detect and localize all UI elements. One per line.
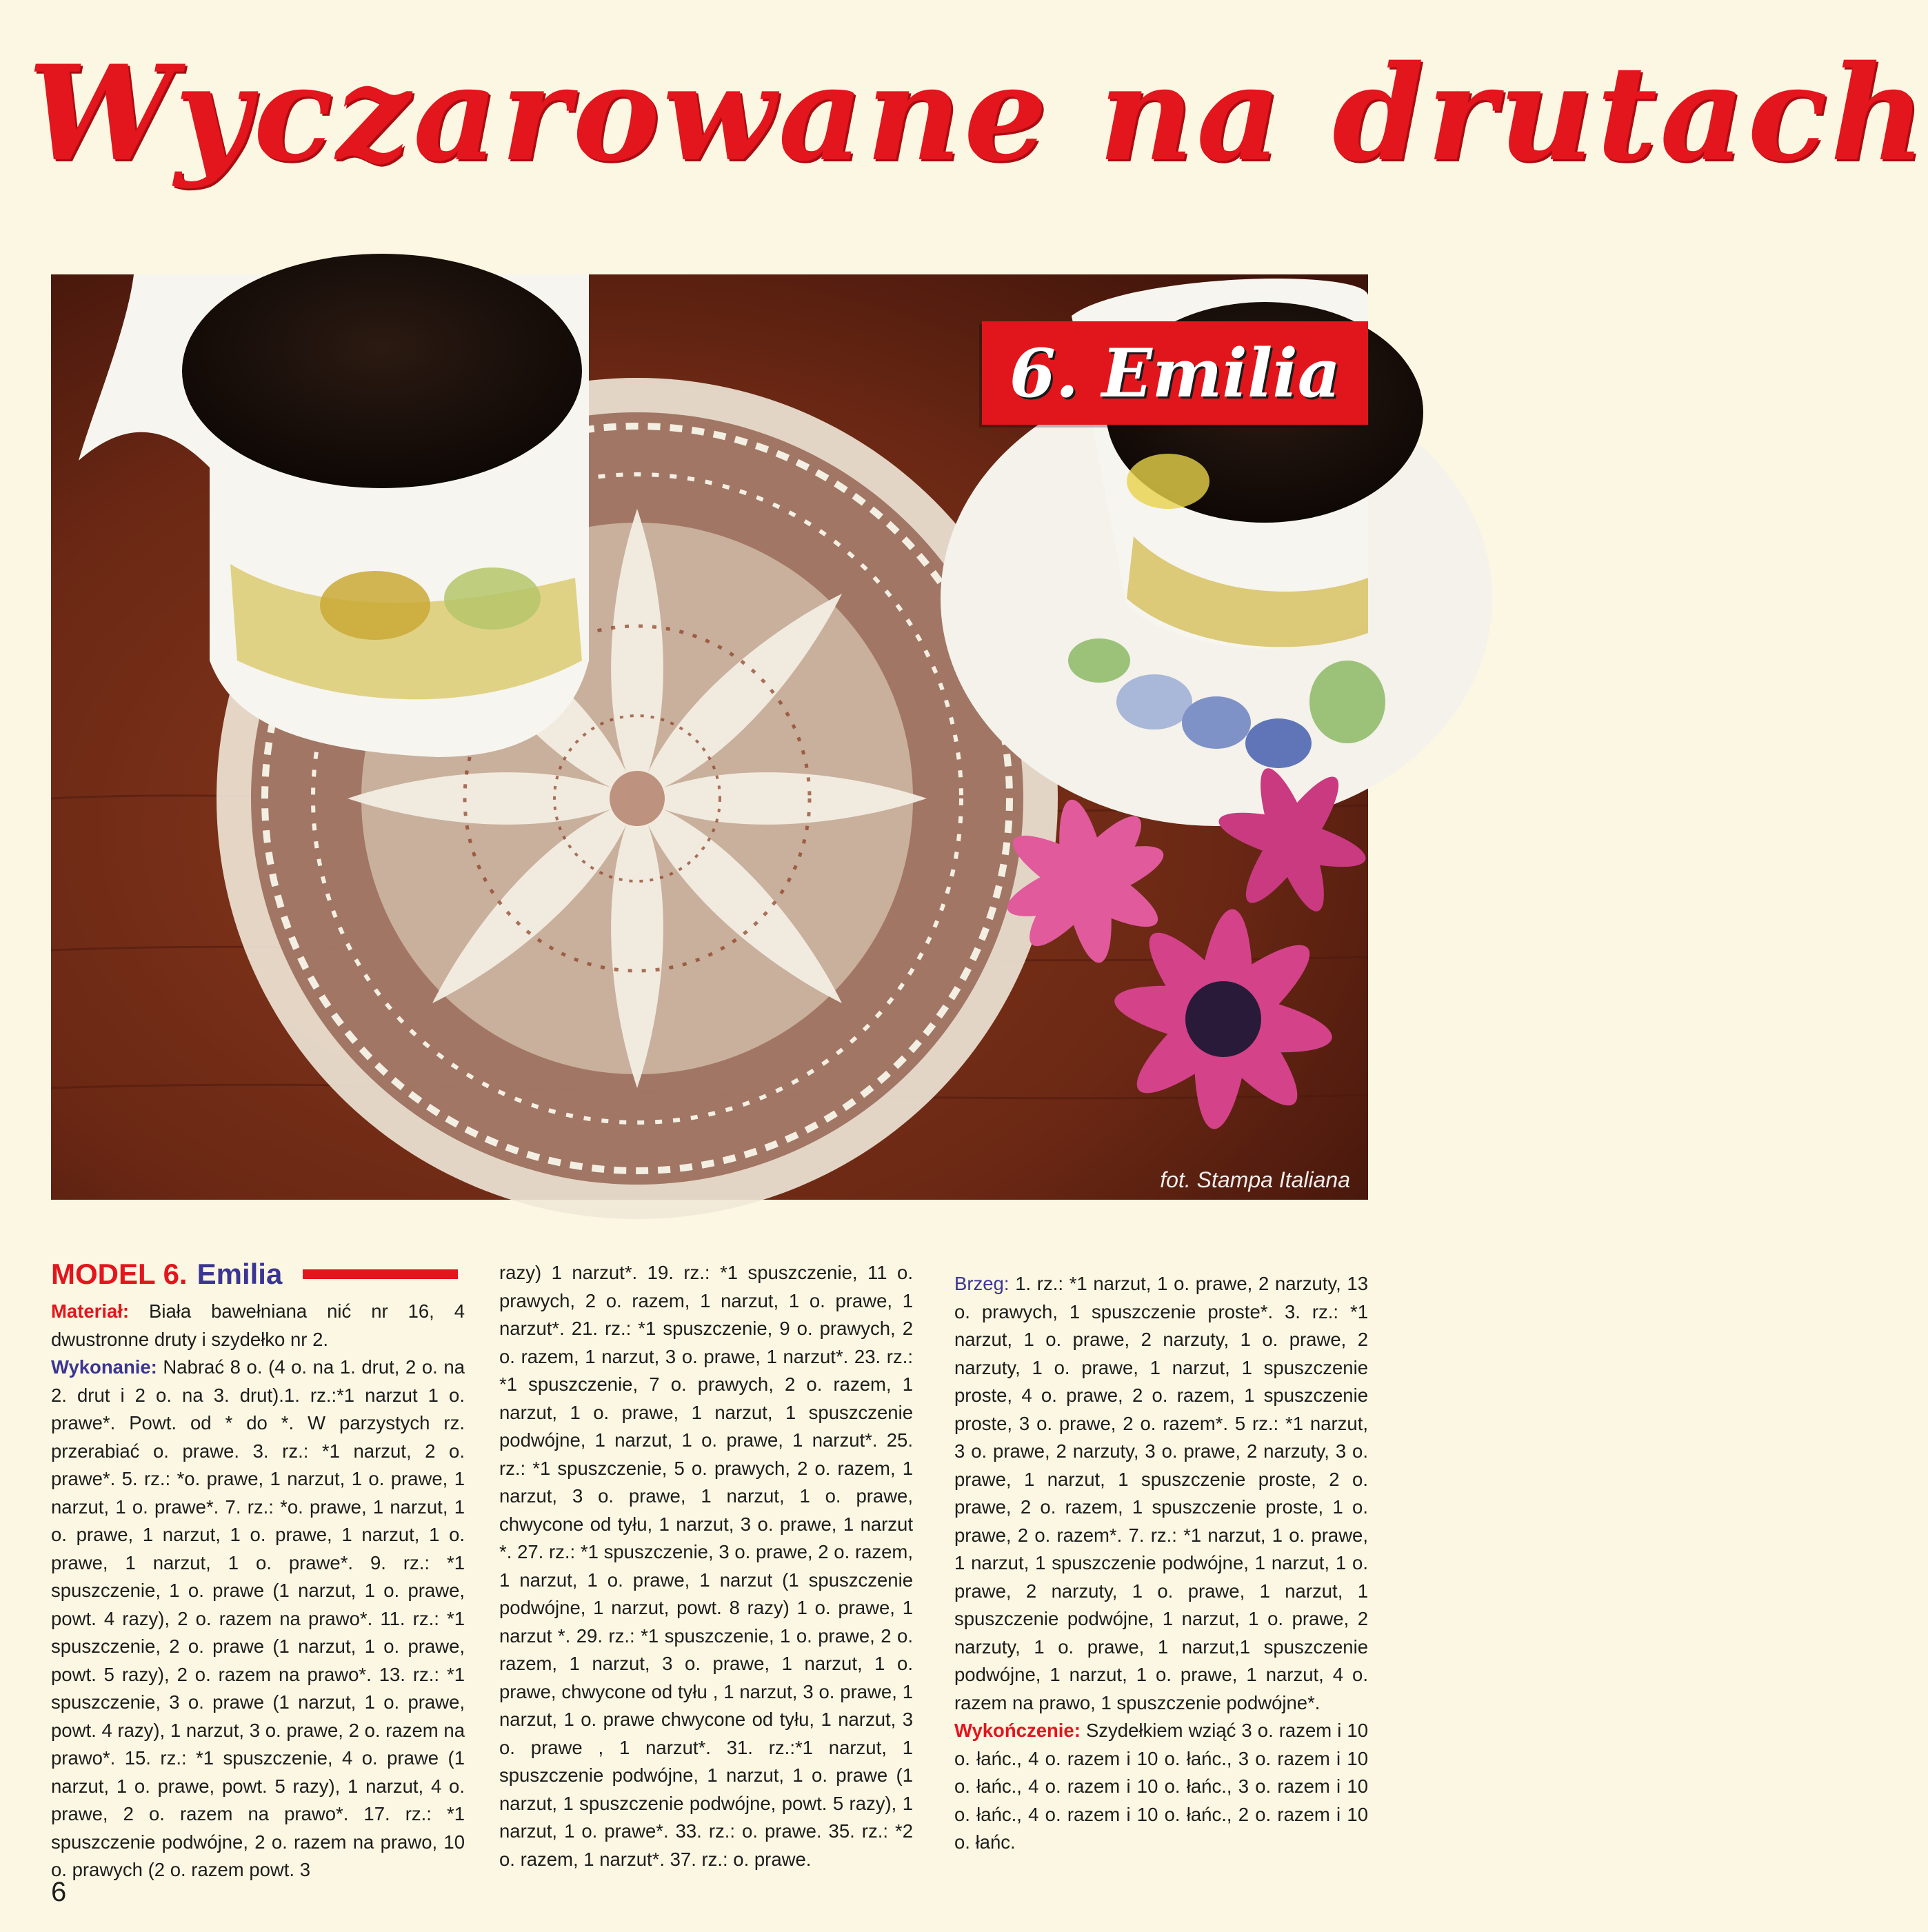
text-column-2 [499, 1259, 913, 1873]
execution-paragraph [51, 1354, 465, 1884]
model-prefix: MODEL 6. [51, 1258, 188, 1290]
edge-label: Brzeg: [954, 1273, 1010, 1294]
material-label: Materiał: [51, 1300, 130, 1322]
edge-text: 1. rz.: *1 narzut, 1 o. prawe, 2 narzuty, 13 o. prawych, 1 spuszczenie proste*. 3. rz.: *1 narzut, 1 o. prawe, 2 narzuty, 1 o. prawe, 2 narzuty, 1 o. prawe, 1 narzut, 1 spuszczenie proste, 4 o. prawe, 2 o. razem, 1 spuszczenie proste, 3 o. prawe, 2 o. razem*. 5 rz.: *1 narzut, 3 o. prawe, 2 narzuty, 3 o. prawe, 2 narzuty, 3 o. prawe, 1 narzut, 1 spuszczenie proste, 2 o. prawe, 2 o. razem, 1 spuszczenie proste, 1 o. prawe, 2 o. razem*. 7. rz.: *1 narzut, 1 o. prawe, 1 narzut, 1 spuszczenie podwójne, 1 narzut, 1 o. prawe, 2 narzuty, 1 o. prawe, 1 narzut, 1 spuszczenie podwójne, 1 narzut, 1 o. prawe, 2 narzuty, 1 o. prawe, 1 narzut,1 spuszczenie podwójne, 1 narzut, 1 o. prawe, 1 narzut, 4 o. razem na prawo, 1 spuszczenie podwójne*. [954, 1273, 1369, 1713]
doily-photo [51, 274, 1368, 1200]
execution-continued: razy) 1 narzut*. 19. rz.: *1 spuszczenie, 11 o. prawych, 2 o. razem, 1 narzut, 1 o. prawe, 1 narzut*. 21. rz.: *1 spuszczenie, 9 o. prawych, 2 o. razem, 1 narzut, 3 o. prawe, 1 narzut*. 23. rz.: *1 spuszczenie, 7 o. prawych, 2 o. razem, 1 narzut, 1 o. prawe, 1 narzut, 1 spuszczenie podwójne, 1 narzut, 1 o. prawe, 1 narzut*. 25. rz.: *1 spuszczenie, 5 o. prawych, 2 o. razem, 1 narzut, 3 o. prawe, 1 narzut, 1 o. prawe, chwycone od tyłu, 1 narzut, 3 o. prawe, 1 narzut *. 27. rz.: *1 spuszczenie, 3 o. prawe, 2 o. razem, 1 narzut, 1 o. prawe, 1 narzut (1 spuszczenie podwójne, 1 narzut, powt. 8 razy) 1 o. prawe, 1 narzut *. 29. rz.: *1 spuszczenie, 1 o. prawe, 2 o. razem, 1 narzut, 3 o. prawe, 1 narzut, 1 o. prawe, chwycone od tyłu , 1 narzut, 3 o. prawe, 1 narzut, 1 o. prawe chwycone od tyłu, 1 narzut, 3 o. prawe , 1 narzut*. 31. rz.:*1 narzut, 1 spuszczenie podwójne, 1 narzut, 1 o. prawe (1 narzut, 1 spuszczenie podwójne, powt. 5 razy), 1 narzut, 1 o. prawe*. 33. rz.: o. prawe. 35. rz.: *2 o. razem, 1 narzut*. 37. rz.: o. prawe. [499, 1262, 913, 1870]
model-title-badge [982, 321, 1368, 425]
finish-paragraph [954, 1717, 1368, 1857]
page-number: 6 [51, 1877, 67, 1907]
model-name: Emilia [197, 1258, 283, 1290]
model-heading [51, 1255, 465, 1294]
photo-credit: fot. Stampa Italiana [1160, 1167, 1350, 1192]
material-text: Biała bawełniana nić nr 16, 4 dwustronne druty i szydełko nr 2. [51, 1300, 465, 1350]
text-column-3 [954, 1270, 1368, 1857]
text-column-1 [51, 1255, 465, 1884]
magazine-title: Wyczarowane na drutach [28, 37, 1928, 190]
heading-rule [303, 1269, 458, 1279]
finish-text: Szydełkiem wziąć 3 o. razem i 10 o. łańc., 4 o. razem i 10 o. łańc., 3 o. razem i 10 o. łańc., 4 o. razem i 10 o. łańc., 3 o. razem i 10 o. łańc., 4 o. razem i 10 o. łańc., 2 o. razem i 10 o. łańc. [954, 1720, 1368, 1853]
edge-paragraph [954, 1270, 1368, 1717]
model-title-badge-text: 6. Emilia [1010, 334, 1340, 412]
finish-label: Wykończenie: [954, 1720, 1081, 1741]
material-paragraph [51, 1298, 465, 1354]
execution-label: Wykonanie: [51, 1356, 157, 1378]
execution-text: Nabrać 8 o. (4 o. na 1. drut, 2 o. na 2. drut i 2 o. na 3. drut).1. rz.:*1 narzut 1 o. prawe*. Powt. od * do *. W parzystych rz. przerabiać o. prawe. 3. rz.: *1 narzut, 2 o. prawe*. 5. rz.: *o. prawe, 1 narzut, 1 o. prawe, 1 narzut, 1 o. prawe*. 7. rz.: *o. prawe, 1 narzut, 1 o. prawe, 1 narzut, 1 o. prawe, 1 narzut, 1 o. prawe, 1 narzut, 1 o. prawe*. 9. rz.: *1 spuszczenie, 1 o. prawe (1 narzut, 1 o. prawe, powt. 4 razy), 2 o. razem na prawo*. 11. rz.: *1 spuszczenie, 2 o. prawe (1 narzut, 1 o. prawe, powt. 5 razy), 2 o. razem na prawo*. 13. rz.: *1 spuszczenie, 3 o. prawe (1 narzut, 1 o. prawe, powt. 4 razy), 1 narzut, 3 o. prawe, 2 o. razem na prawo*. 15. rz.: *1 spuszczenie, 4 o. prawe (1 narzut, 1 o. prawe, powt. 5 razy), 1 narzut, 4 o. prawe, 2 o. razem na prawo*. 17. rz.: *1 spuszczenie podwójne, 2 o. razem na prawo, 10 o. prawych (2 o. razem powt. 3 [51, 1356, 465, 1880]
